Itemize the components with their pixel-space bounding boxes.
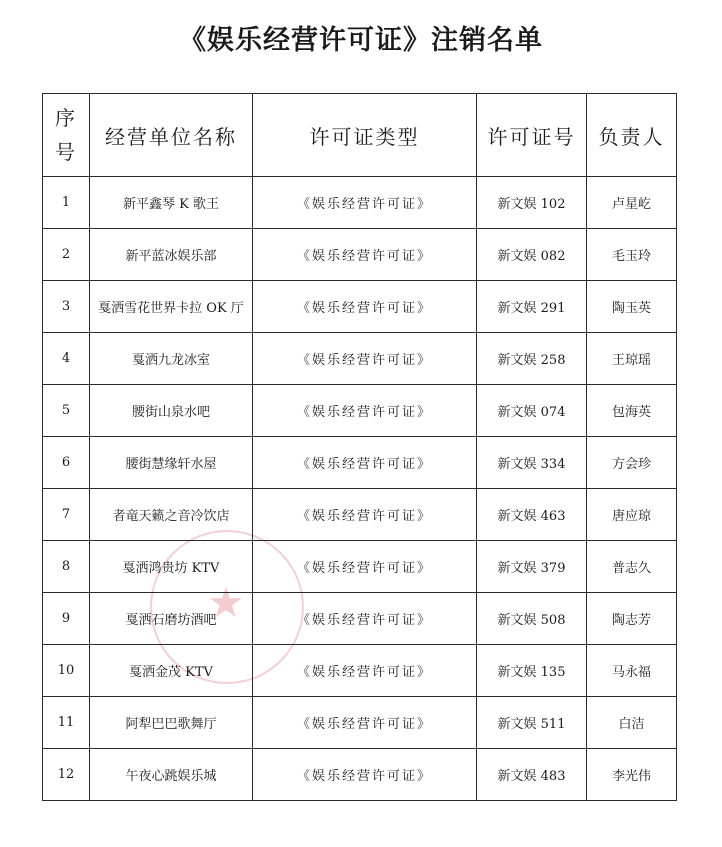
cell-license-type: 《娱乐经营许可证》	[253, 645, 477, 697]
cell-seq: 12	[43, 749, 90, 801]
cell-seq: 8	[43, 541, 90, 593]
cell-license-type: 《娱乐经营许可证》	[253, 697, 477, 749]
table-row	[43, 281, 677, 333]
cell-license-number: 新文娱 074	[477, 385, 587, 437]
cell-license-number: 新文娱 291	[477, 281, 587, 333]
cell-business-name: 腰街慧缘轩水屋	[90, 437, 253, 489]
table-row	[43, 697, 677, 749]
cell-seq: 3	[43, 281, 90, 333]
cell-license-type: 《娱乐经营许可证》	[253, 593, 477, 645]
cell-responsible-person: 白洁	[587, 697, 677, 749]
cell-responsible-person: 方会珍	[587, 437, 677, 489]
table-row	[43, 437, 677, 489]
cell-responsible-person: 毛玉玲	[587, 229, 677, 281]
cell-business-name: 戛洒九龙冰室	[90, 333, 253, 385]
cell-license-type: 《娱乐经营许可证》	[253, 281, 477, 333]
table-row	[43, 593, 677, 645]
page-title: 《娱乐经营许可证》注销名单	[179, 25, 543, 56]
cell-license-number: 新文娱 082	[477, 229, 587, 281]
cell-responsible-person: 卢星屹	[587, 177, 677, 229]
cell-responsible-person: 包海英	[587, 385, 677, 437]
cell-license-type: 《娱乐经营许可证》	[253, 541, 477, 593]
table-row	[43, 645, 677, 697]
cell-license-type: 《娱乐经营许可证》	[253, 437, 477, 489]
cell-license-type: 《娱乐经营许可证》	[253, 489, 477, 541]
cell-business-name: 腰街山泉水吧	[90, 385, 253, 437]
table-row	[43, 489, 677, 541]
cell-business-name: 阿犁巴巴歌舞厅	[90, 697, 253, 749]
cell-seq: 1	[43, 177, 90, 229]
cell-responsible-person: 唐应琼	[587, 489, 677, 541]
cell-responsible-person: 马永福	[587, 645, 677, 697]
cell-seq: 6	[43, 437, 90, 489]
header-responsible-person: 负责人	[587, 94, 677, 177]
cell-license-type: 《娱乐经营许可证》	[253, 749, 477, 801]
cell-seq: 5	[43, 385, 90, 437]
cell-responsible-person: 陶玉英	[587, 281, 677, 333]
cell-responsible-person: 王琼瑶	[587, 333, 677, 385]
cell-license-type: 《娱乐经营许可证》	[253, 229, 477, 281]
cell-seq: 7	[43, 489, 90, 541]
cell-seq: 11	[43, 697, 90, 749]
table-row	[43, 541, 677, 593]
cell-business-name: 戛洒石磨坊酒吧	[90, 593, 253, 645]
cell-business-name: 戛洒金茂 KTV	[90, 645, 253, 697]
cell-license-type: 《娱乐经营许可证》	[253, 333, 477, 385]
cell-seq: 4	[43, 333, 90, 385]
cell-business-name: 戛洒鸿贵坊 KTV	[90, 541, 253, 593]
cell-license-number: 新文娱 511	[477, 697, 587, 749]
cell-business-name: 午夜心跳娱乐城	[90, 749, 253, 801]
cell-license-number: 新文娱 334	[477, 437, 587, 489]
cell-business-name: 者竜天籁之音冷饮店	[90, 489, 253, 541]
table-row	[43, 333, 677, 385]
cell-seq: 2	[43, 229, 90, 281]
cell-license-number: 新文娱 102	[477, 177, 587, 229]
table-row	[43, 229, 677, 281]
table-row	[43, 749, 677, 801]
cell-license-number: 新文娱 258	[477, 333, 587, 385]
cell-responsible-person: 普志久	[587, 541, 677, 593]
cell-seq: 9	[43, 593, 90, 645]
header-seq: 序号	[43, 94, 90, 177]
cell-seq: 10	[43, 645, 90, 697]
cell-license-number: 新文娱 135	[477, 645, 587, 697]
cell-license-number: 新文娱 463	[477, 489, 587, 541]
table-row	[43, 385, 677, 437]
header-license-number: 许可证号	[477, 94, 587, 177]
table-header-row	[43, 94, 677, 177]
cancellation-table	[42, 93, 677, 801]
header-license-type: 许可证类型	[253, 94, 477, 177]
cell-license-number: 新文娱 483	[477, 749, 587, 801]
cell-license-type: 《娱乐经营许可证》	[253, 385, 477, 437]
header-business-name: 经营单位名称	[90, 94, 253, 177]
table-row	[43, 177, 677, 229]
cell-business-name: 新平鑫琴 K 歌王	[90, 177, 253, 229]
cell-responsible-person: 李光伟	[587, 749, 677, 801]
seal-star-icon: ★	[207, 578, 245, 627]
cell-business-name: 戛洒雪花世界卡拉 OK 厅	[90, 281, 253, 333]
cell-responsible-person: 陶志芳	[587, 593, 677, 645]
cell-business-name: 新平蓝冰娱乐部	[90, 229, 253, 281]
cell-license-number: 新文娱 508	[477, 593, 587, 645]
cell-license-type: 《娱乐经营许可证》	[253, 177, 477, 229]
cell-license-number: 新文娱 379	[477, 541, 587, 593]
